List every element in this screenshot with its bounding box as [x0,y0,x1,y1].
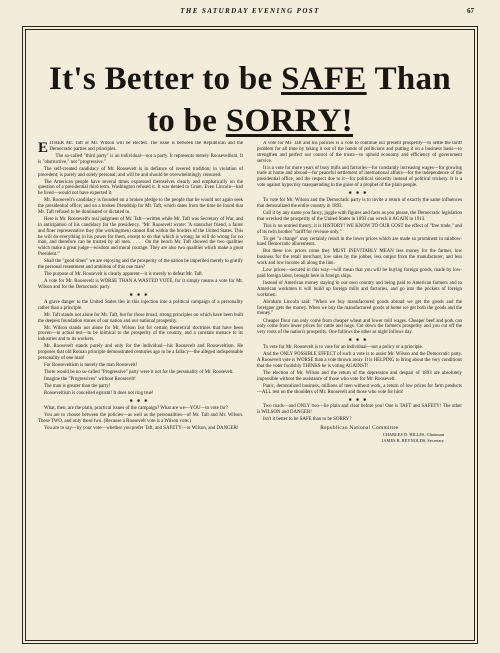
section-break-ornament: ✱✱✱ [348,337,371,343]
right-column [257,141,462,619]
paragraph: Two roads—and ONLY two—lie plain and clear before you! One is TAFT and SAFETY! The other is WILSON and DANGER! [257,404,462,416]
paragraph: A vote for Mr. Roosevelt is WORSE THAN A WASTED VOTE, for it simply means a vote for Mr. Wilson and for the Democratic party. [38,279,243,290]
paragraph: Panic, demoralized business, millions of men without work, a return of low prices for farm products—ALL rest on the shoulders of Mr. Roosevelt and those who vote for him! [257,383,462,395]
running-head [0,7,500,17]
paragraph: Imagine the "Progressives" without Roosevelt! [44,377,136,383]
signature-block [257,426,462,444]
paragraph: Instead of American money staying in our own country and being paid to American farmers and to American workmen it will build up foreign mills and factories, and go into the pockets of foreign workmen. [257,281,462,298]
paragraph: It is a vote for more years of busy mills and factories—for constantly increasing wages—for growing trade at home and abroad—for peaceful settlement of international affairs—for the independence of the presidential office, and the respect due to it—for political sincerity instead of political trickery. It is a vote against hypocrisy masquerading in the guise of a prophet of the plain people. [257,165,462,189]
paragraph: The election of Mr. Wilson and the return of the depression and despair of 1893 are absolutely impossible without the assistance of those who vote for Mr. Roosevelt. [257,370,462,382]
paragraph: Mr. Roosevelt's candidacy is founded on a broken pledge to the people that he would not again seek the presidential office; and on a broken friendship for Mr. Taft, which dates from the time he found that Mr. Taft refused to be dominated or dictated to. [38,198,243,216]
section-break-ornament: ✱✱✱ [348,190,371,196]
paragraph: But these low prices come they MUST INEVITABLY MEAN less money for the farmer, low business for the retail merchant, low sales by the jobber, less output from the manufacturer, and less work and low income all along the line. [257,249,462,267]
paragraph: The so-called "third party" is an individual—not a party. It represents merely Rooseveltism. It is "obstructive," not "progressive." [38,153,243,165]
paragraph: Low prices—secured in this way—will mean that you will be buying foreign goods, made by low-paid foreign labor, brought here in foreign ships. [257,268,462,280]
chairman-line: CHARLES D. HILLES, Chairman [382,431,444,437]
page-number: 67 [467,7,474,15]
paragraph: What, then, are the plain, practical issues of the campaign? What are we—YOU—to vote for? [44,405,228,411]
paragraph: The self-created candidacy of Mr. Roosevelt is in defiance of revered tradition; in violation of precedent; is purely and solely personal; and will be and should be overwhelmingly censured. [38,166,243,178]
paragraph: Here is Mr. Roosevelt's real judgment of Mr. Taft—written while Mr. Taft was Secretary of War, and in anticipation of his candidacy for the presidency. "Mr. Roosevelt wrote: 'A stauncher friend, a fairer and finer representative they (the workingmen) cannot find within the borders of the United States. This he will do everything in his power for them, except to do that which is wrong; he will do wrong for no man, and therefore can be trusted by all men. . . . . On the bench Mr. Taft showed the two qualities which make a great judge—wisdom and moral courage. They are also two qualities which make a great President.'" [38,217,243,258]
paragraph: There would be no so-called "Progressive" party were it not for the personality of Mr. Roosevelt. [44,370,234,375]
paragraph: The purpose of Mr. Roosevelt is clearly apparent—it is merely to defeat Mr. Taft. [44,272,204,278]
paragraph: You are to say—by your vote—whether you prefer Taft, and SAFETY—or Wilson, and DANGER! [44,425,239,431]
headline-text: It's Better to be [48,61,282,97]
paragraph-text: ITHER Mr. Taft or Mr. Wilson will be elected. The issue is between the Republican and the Democratic parties and principles. [49,141,243,152]
headline-text: to be [147,103,226,139]
headline-emphasis-safe: SAFE [281,61,367,97]
headline-text: Than [366,61,451,97]
paragraph: Shall the "good times" we are enjoying and the prosperity of the nation be imperiled merely to gratify the personal resentment and ambition of this one man? [38,259,243,270]
committee-name: Republican National Committee [320,425,399,432]
section-break-ornament: ✱✱✱ [129,398,152,404]
paragraph: Mr. Wilson stands not alone for Mr. Wilson but for certain theoretical doctrines that have been proven—in actual test—to be inimical to the prosperity of the country, and a constant menace to its industries and to its workers. [38,325,243,343]
paragraph: Rooseveltism is conceited egoism! It does not ring true! [44,391,154,397]
paragraph: Mr. Taft stands not alone for Mr. Taft, but for those broad, strong principles on which have been built the deepest foundation stones of our nation and our national prosperity. [38,312,243,324]
magazine-title: THE SATURDAY EVENING POST [180,7,320,15]
headline-line-2 [26,100,474,142]
section-break-ornament: ✱✱✱ [348,396,371,402]
headline-emphasis-sorry: SORRY! [225,103,353,139]
paragraph: Abraham Lincoln said: "When we buy manufactured goods abroad we get the goods and the foreigner gets the money. When we buy the manufactured goods at home we get both the goods and the money." [257,299,462,317]
paragraph: To vote for Mr. Wilson and the Democratic party is to invite a return of exactly the same influences that demoralized the entire country in 1893. [257,197,462,209]
secretary-line: JAMES B. REYNOLDS, Secretary [381,437,444,443]
paragraph: You are to choose between the policies—as well as the personalities—of Mr. Taft and Mr. Wilson. These TWO, and only these two. (Because a Roosevelt vote is a Wilson vote.) [38,413,243,424]
headline [26,58,474,142]
headline-line-1 [26,58,474,100]
section-break-ornament: ✱✱✱ [129,291,152,297]
paragraph: The man is greater than the party! [44,384,111,390]
paragraph: Cheaper flour can only come from cheaper wheat and lower mill wages. Cheaper beef and pork can only come from lower prices for cattle and hogs. Cut down the farmer's prosperity and you cut off the very roots of the nation's prosperity. One follows the other as night follows day. [257,318,462,336]
paragraph: Mr. Roosevelt stands purely and only for the individual—his Roosevelt and Rooseveltism. He proposes that old Roman principle demonstrated centuries ago to be a fallacy—the alleged indispensable personality of one man! [38,344,243,361]
paragraph: Call it by any name you fancy, juggle with figures and facts as you please, the Democratic legislation that wrecked the prosperity of the United States in 1893 can wreck it AGAIN in 1913. [257,210,462,222]
paragraph: To vote for Mr. Roosevelt is to vote for an individual—not a policy or a principle. [263,345,424,351]
paragraph: And the ONLY POSSIBLE EFFECT of such a vote is to assist Mr. Wilson and the Democratic party. A Roosevelt vote is WORSE than a vote thrown away. It is HELPING to bring about the very conditions that the voter foolishly THINKS he is voting AGAINST! [257,352,462,369]
paragraph: The American people have several times expressed themselves clearly and emphatically on the question of a presidential third term. Washington refused it. It was denied to Grant. Even Lincoln—had he lived—would not have expected it. [38,179,243,197]
left-column [38,141,243,619]
drop-cap: E [38,141,49,156]
paragraph [38,141,243,156]
paragraph: To get "a change" may certainly result in the lower prices which are made so prominent in rainbow-hued Democratic allurements. [257,236,462,248]
paragraph: A vote for Mr. Taft and his policies is a vote to continue our present prosperity—to settle the tariff problem for all time by taking it out of the hands of politicians and putting it on a business basis—to strengthen and perfect our control of the trusts—to uphold economy and efficiency of government service. [257,141,462,164]
paragraph: For Rooseveltism is merely the man Roosevelt! [44,362,138,368]
paragraph: A grave danger to the United States lies in this injection into a political campaign of a personality rather than a principle. [38,299,243,311]
paragraph: Isn't it better to be SAFE than to be SORRY? [263,417,352,423]
paragraph: This is no untried theory; it is HISTORY! WE KNOW TO OUR COST the effect of "free trade," and of its twin brother "tariff for revenue only." [257,223,462,235]
